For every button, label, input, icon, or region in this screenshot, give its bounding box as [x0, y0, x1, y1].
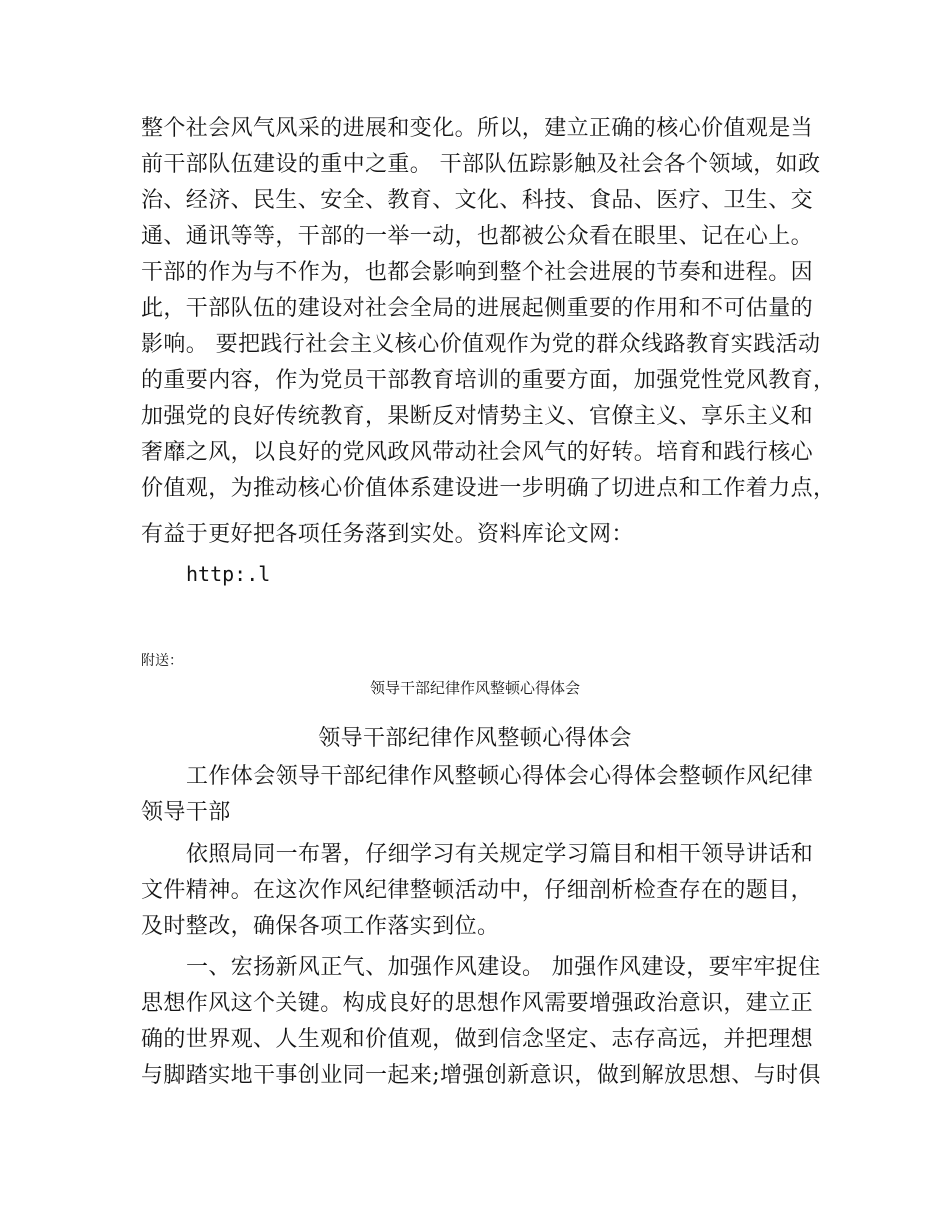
paragraph-1-line: 有益于更好把各项任务落到实处。资料库论文网：: [141, 522, 634, 547]
url-text: http:.l: [186, 562, 271, 586]
keywords-line: 工作体会领导干部纪律作风整顿心得体会心得体会整顿作风纪律: [186, 764, 814, 789]
paragraph-2-line: 文件精神。在这次作风纪律整顿活动中，仔细剖析检查存在的题目，: [141, 878, 814, 903]
appendix-label: 附送：: [141, 653, 183, 669]
paragraph-1-line: 通、通讯等等，干部的一举一动，也都被公众看在眼里、记在心上。: [141, 224, 814, 249]
paragraph-3-line: 与脚踏实地干事创业同一起来;增强创新意识，做到解放思想、与时俱: [141, 1063, 821, 1088]
paragraph-1-line: 前干部队伍建设的重中之重。 干部队伍踪影触及社会各个领域，如政: [141, 152, 821, 177]
paragraph-1-line: 价值观，为推动核心价值体系建设进一步明确了切进点和工作着力点，: [141, 476, 836, 501]
keywords-line: 领导干部: [141, 800, 231, 825]
paragraph-3-line: 确的世界观、人生观和价值观，做到信念坚定、志存高远，并把理想: [141, 1027, 814, 1052]
paragraph-1-line: 整个社会风气风采的进展和变化。所以，建立正确的核心价值观是当: [141, 116, 814, 141]
paragraph-1-line: 奢靡之风，以良好的党风政风带动社会风气的好转。培育和践行核心: [141, 440, 814, 465]
paragraph-1-line: 此，干部队伍的建设对社会全局的进展起侧重要的作用和不可估量的: [141, 296, 814, 321]
paragraph-1-line: 治、经济、民生、安全、教育、文化、科技、食品、医疗、卫生、交: [141, 188, 814, 213]
paragraph-2-line: 及时整改，确保各项工作落实到位。: [141, 914, 500, 939]
paragraph-3-line: 一、宏扬新风正气、加强作风建设。 加强作风建设，要牢牢捉住: [186, 955, 821, 980]
paragraph-1-line: 干部的作为与不作为，也都会影响到整个社会进展的节奏和进程。因: [141, 260, 814, 285]
paragraph-1-line: 的重要内容，作为党员干部教育培训的重要方面，加强党性党风教育，: [141, 368, 836, 393]
main-title: 领导干部纪律作风整顿心得体会: [318, 726, 632, 751]
paragraph-1-line: 影响。 要把践行社会主义核心价值观作为党的群众线路教育实践活动: [141, 332, 821, 357]
paragraph-3-line: 思想作风这个关键。构成良好的思想作风需要增强政治意识，建立正: [141, 991, 814, 1016]
small-title: 领导干部纪律作风整顿心得体会: [369, 679, 580, 697]
paragraph-2-line: 依照局同一布署，仔细学习有关规定学习篇目和相干领导讲话和: [186, 842, 814, 867]
paragraph-1-line: 加强党的良好传统教育，果断反对情势主义、官僚主义、享乐主义和: [141, 404, 814, 429]
